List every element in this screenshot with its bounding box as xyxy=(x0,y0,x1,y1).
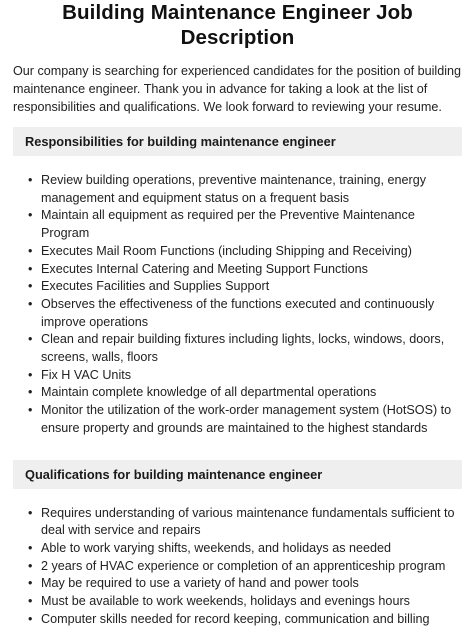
responsibilities-heading: Responsibilities for building maintenance engineer xyxy=(13,127,462,156)
qualifications-heading: Qualifications for building maintenance engineer xyxy=(13,460,462,489)
list-item: • Fix H VAC Units xyxy=(41,367,462,385)
intro-paragraph: Our company is searching for experienced candidates for the position of building maintenance engineer. Thank you in advance for taking a look at the list of responsibilities and qualifications. We look forward to reviewing your resume. xyxy=(13,64,462,114)
list-item: • Observes the effectiveness of the functions executed and continuously improve operations xyxy=(41,296,462,331)
list-item: • Executes Mail Room Functions (including Shipping and Receiving) xyxy=(41,243,462,261)
list-item: • Executes Facilities and Supplies Support xyxy=(41,278,462,296)
list-item: • Monitor the utilization of the work-order management system (HotSOS) to ensure property and grounds are maintained to the highest standards xyxy=(41,402,462,437)
qualifications-list xyxy=(13,505,462,628)
list-item: • Review building operations, preventive maintenance, training, energy management and equipment status on a frequent basis xyxy=(41,172,462,207)
list-item: • Computer skills needed for record keeping, communication and billing xyxy=(41,611,462,628)
responsibilities-list xyxy=(13,172,462,438)
list-item: • Requires understanding of various maintenance fundamentals sufficient to deal with service and repairs xyxy=(41,505,462,540)
page-title: Building Maintenance Engineer Job Description xyxy=(62,1,413,49)
list-item: • Clean and repair building fixtures including lights, locks, windows, doors, screens, walls, floors xyxy=(41,331,462,366)
list-item: • Must be available to work weekends, holidays and evenings hours xyxy=(41,593,462,611)
list-item: • Executes Internal Catering and Meeting Support Functions xyxy=(41,261,462,279)
list-item: • Able to work varying shifts, weekends, and holidays as needed xyxy=(41,540,462,558)
list-item: • May be required to use a variety of hand and power tools xyxy=(41,575,462,593)
section-spacer xyxy=(13,438,462,449)
list-item: • 2 years of HVAC experience or completion of an apprenticeship program xyxy=(41,558,462,576)
list-item: • Maintain all equipment as required per the Preventive Maintenance Program xyxy=(41,207,462,242)
list-item: • Maintain complete knowledge of all departmental operations xyxy=(41,384,462,402)
